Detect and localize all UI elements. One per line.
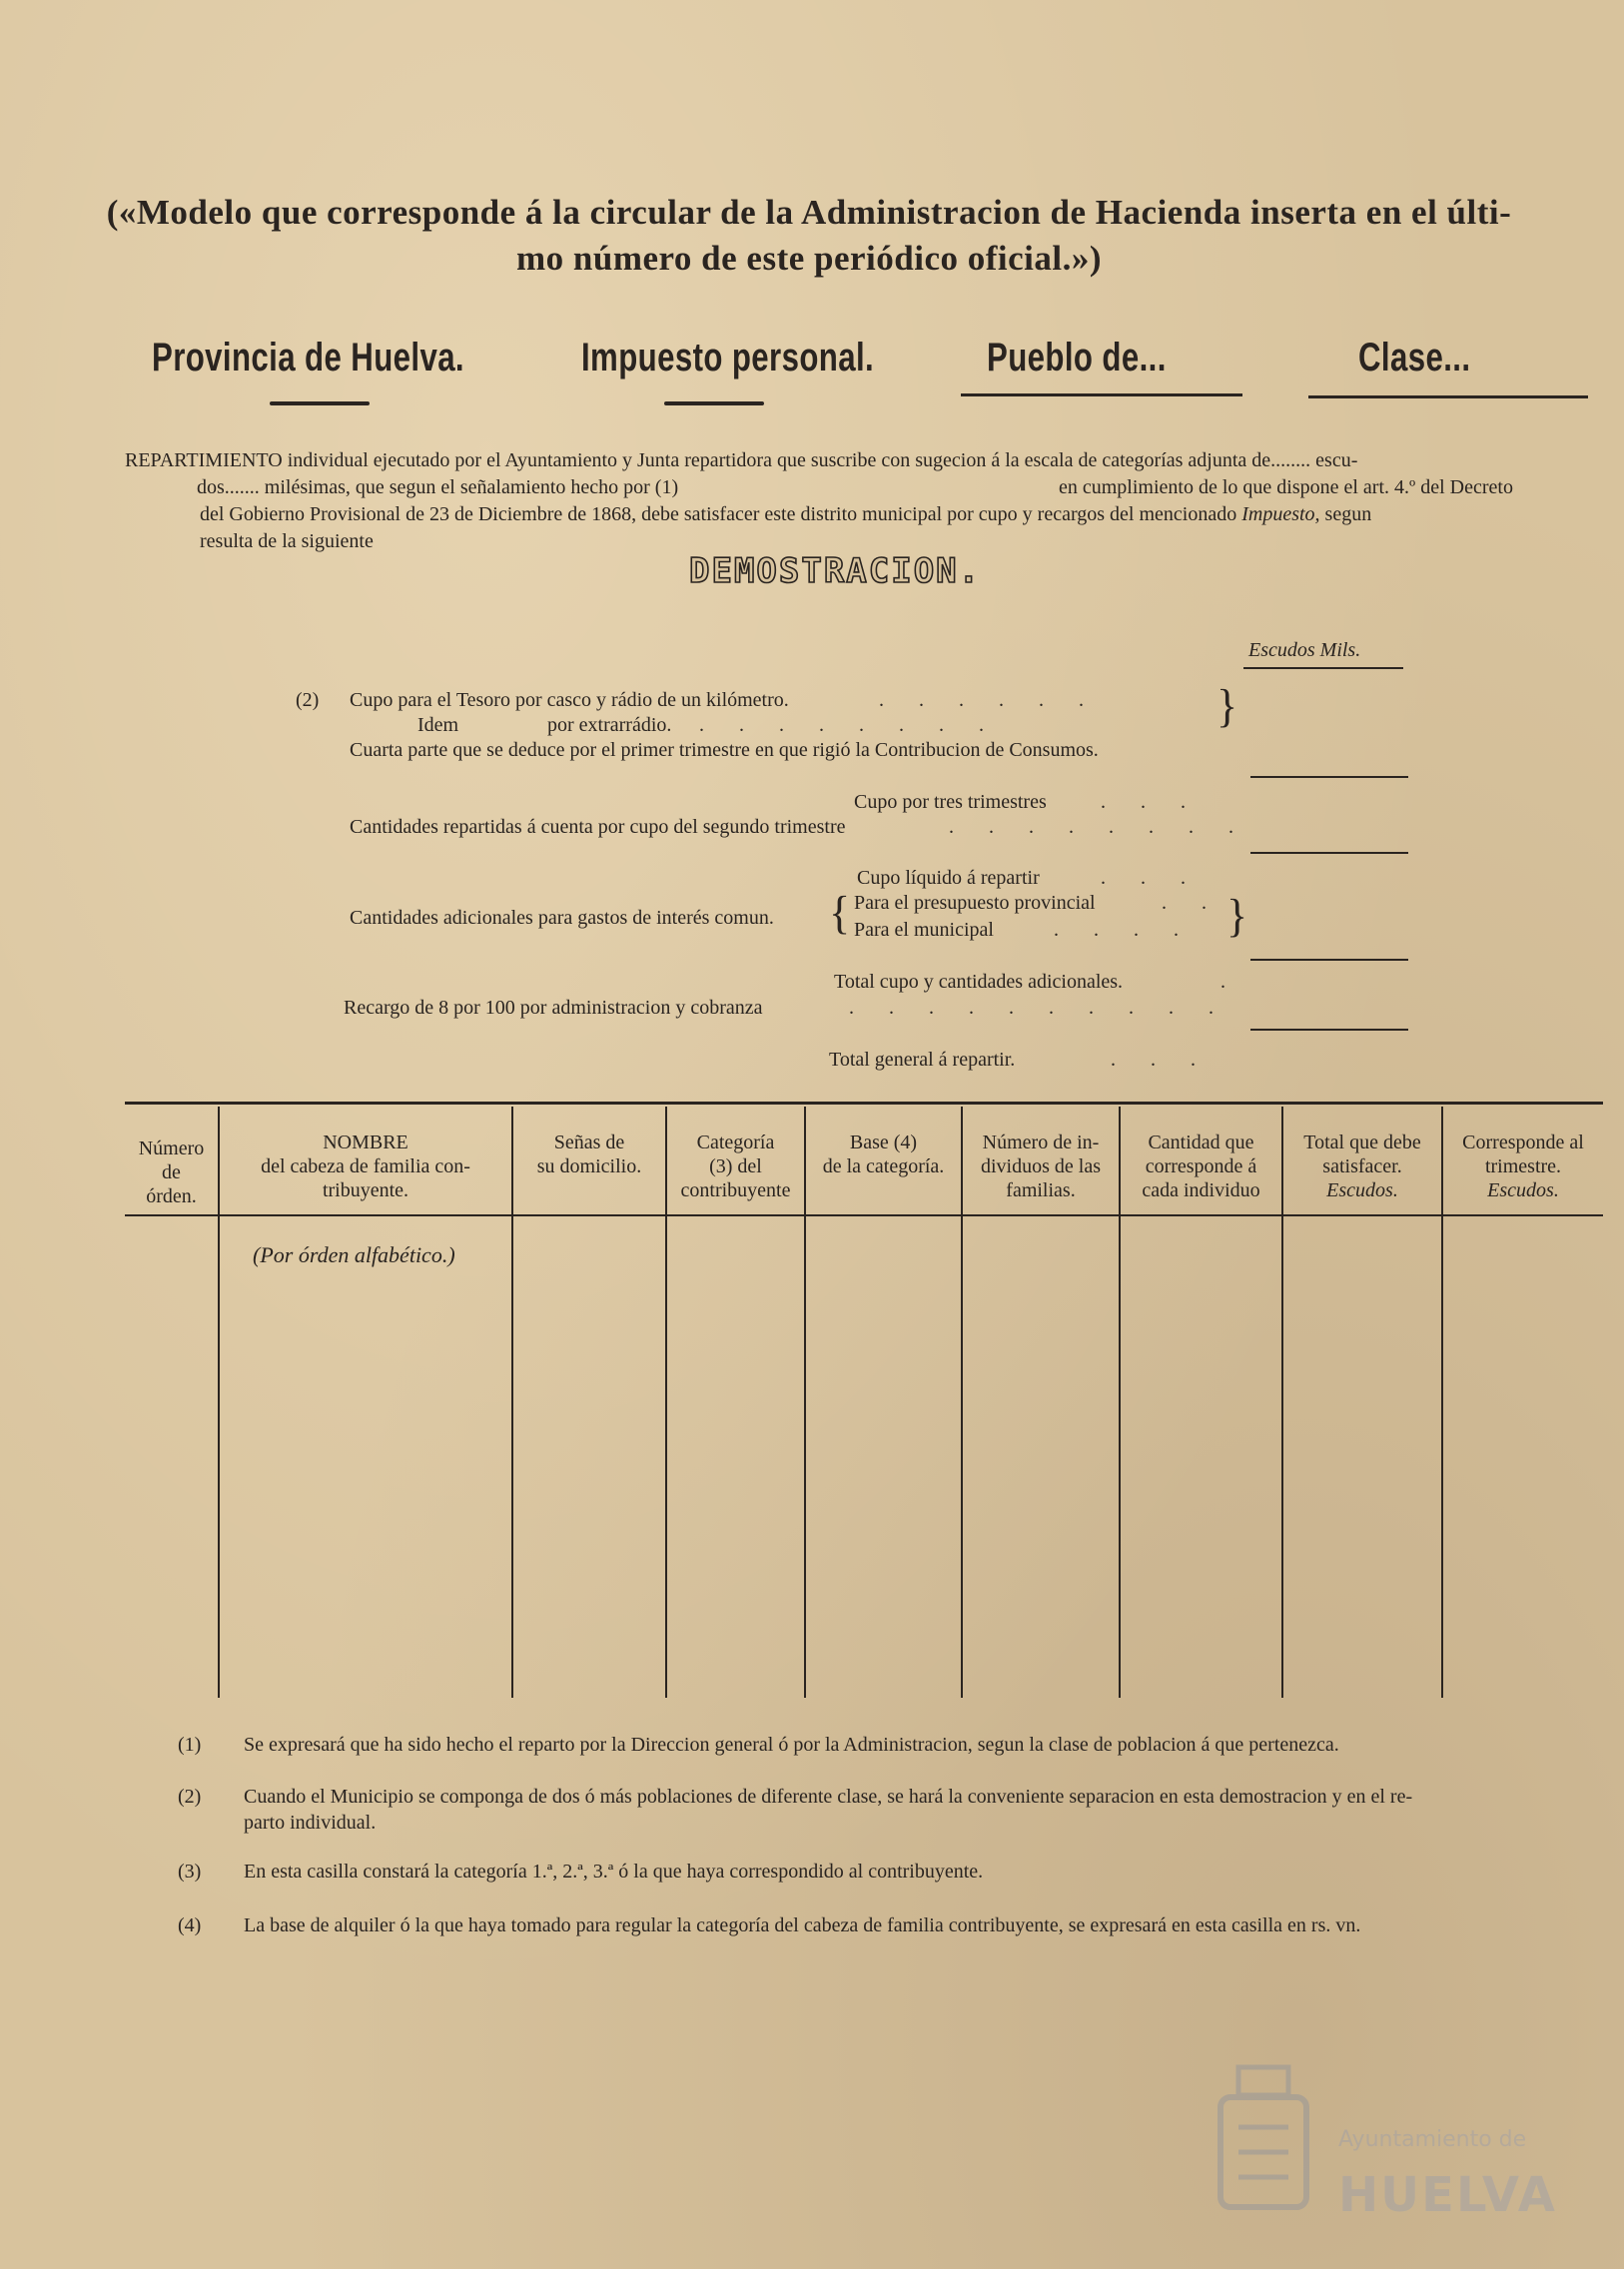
- header-text: Número de in-: [982, 1132, 1100, 1153]
- footnote-number: (2): [178, 1786, 202, 1808]
- header-text: Escudos.: [1326, 1179, 1398, 1201]
- title-impuesto: Impuesto personal.: [581, 336, 875, 379]
- ref-2: (2): [296, 689, 320, 711]
- footnote-text: En esta casilla constará la categoría 1.ª, 2.ª, 3.ª ó la que haya correspondido al contribuyente.: [244, 1861, 984, 1883]
- title-provincia: Provincia de Huelva.: [152, 336, 464, 379]
- brace: {: [829, 887, 851, 940]
- table-top-rule: [125, 1102, 1603, 1105]
- header-text: Categoría: [696, 1132, 775, 1153]
- total-cupo: Total cupo y cantidades adicionales.: [834, 971, 1124, 993]
- sum-rule: [1250, 852, 1408, 854]
- header-text: del cabeza de familia con-: [261, 1155, 470, 1177]
- header-text: corresponde á: [1145, 1155, 1257, 1177]
- leader-dots: . . .: [1101, 867, 1186, 889]
- column-divider: [804, 1107, 806, 1698]
- cupo-liquido: Cupo líquido á repartir: [857, 867, 1040, 889]
- demostracion-title: DEMOSTRACION.: [689, 551, 982, 591]
- leader-dots: .: [1220, 971, 1225, 993]
- header-text: dividuos de las: [981, 1155, 1101, 1177]
- column-header-base: [806, 1131, 961, 1178]
- footnote-number: (4): [178, 1914, 202, 1936]
- crest-icon: [1209, 2057, 1318, 2227]
- clase-underline: [1308, 395, 1588, 398]
- column-divider: [511, 1107, 513, 1698]
- para-municipal: Para el municipal: [854, 919, 994, 941]
- leader-dots: . . .: [1101, 791, 1186, 813]
- cupo-tres: Cupo por tres trimestres: [854, 791, 1047, 813]
- units-label: Escudos Mils.: [1248, 639, 1361, 661]
- rep-line-2b: en cumplimiento de lo que dispone el art. 4.º del Decreto: [1059, 476, 1513, 498]
- rep-line-3-text: del Gobierno Provisional de 23 de Diciembre de 1868, debe satisfacer este distrito municipal por cupo y recargos del mencionado: [200, 503, 1237, 525]
- header-text: Total que debe: [1303, 1132, 1421, 1153]
- seal-big-text: HUELVA: [1338, 2167, 1557, 2223]
- title-pueblo: Pueblo de...: [987, 336, 1167, 379]
- sum-rule: [1250, 1029, 1408, 1031]
- rep-line-3-end: segun: [1324, 503, 1372, 525]
- ornament-1: [270, 401, 370, 405]
- rep-line-1: REPARTIMIENTO individual ejecutado por el Ayuntamiento y Junta repartidora que suscribe con sugecion á la escala de categorías adjunta de........ escu-: [125, 449, 1358, 471]
- leader-dots: . .: [1162, 892, 1207, 914]
- header-text: Número: [138, 1137, 205, 1159]
- header-text: familias.: [1006, 1179, 1076, 1201]
- footnote-text: Cuando el Municipio se componga de dos ó más poblaciones de diferente clase, se hará la conveniente separacion en esta demostracion y en el re-: [244, 1786, 1413, 1808]
- header-text: Base (4): [849, 1132, 918, 1153]
- cupo-casco: Cupo para el Tesoro por casco y rádio de un kilómetro.: [350, 689, 789, 711]
- header-line-2: mo número de este periódico oficial.»): [515, 239, 1103, 278]
- leader-dots: . . . . . . . .: [949, 816, 1233, 838]
- header-text: Escudos.: [1487, 1179, 1559, 1201]
- seal-small-text: Ayuntamiento de: [1338, 2127, 1527, 2152]
- header-text: tribuyente.: [322, 1179, 409, 1201]
- recargo: Recargo de 8 por 100 por administracion y cobranza: [344, 997, 763, 1019]
- idem: Idem: [417, 714, 459, 736]
- rep-line-2a: dos....... milésimas, que segun el señalamiento hecho por (1): [197, 476, 679, 498]
- leader-dots: . . . . . . . .: [699, 714, 984, 736]
- column-header-trimestre: [1443, 1131, 1603, 1202]
- ayuntamiento-watermark: [1209, 2057, 1568, 2237]
- sum-rule: [1250, 959, 1408, 961]
- footnote-text: parto individual.: [244, 1812, 377, 1834]
- column-header-nombre: [220, 1131, 511, 1202]
- pueblo-underline: [961, 393, 1242, 396]
- header-text: órden.: [146, 1185, 197, 1207]
- header-text: NOMBRE: [323, 1132, 408, 1153]
- cuarta-parte: Cuarta parte que se deduce por el primer trimestre en que rigió la Contribucion de Consumos.: [350, 739, 1099, 761]
- total-general: Total general á repartir.: [829, 1049, 1016, 1071]
- leader-dots: . . . . . . . . . .: [849, 997, 1214, 1019]
- leader-dots: . . . . . .: [879, 689, 1084, 711]
- presupuesto-provincial: Para el presupuesto provincial: [854, 892, 1096, 914]
- units-rule: [1243, 667, 1403, 669]
- header: [90, 190, 1528, 282]
- header-text: su domicilio.: [536, 1155, 642, 1177]
- brace: }: [1226, 890, 1248, 943]
- leader-dots: . . .: [1111, 1049, 1196, 1071]
- footnote-number: (3): [178, 1861, 202, 1883]
- column-header-total: [1283, 1131, 1441, 1202]
- extrarradio: por extrarrádio.: [547, 714, 672, 736]
- footnote-text: Se expresará que ha sido hecho el reparto por la Direccion general ó por la Administracion, segun la clase de poblacion á que pertenezca.: [244, 1734, 1339, 1756]
- footnote-number: (1): [178, 1734, 202, 1756]
- rep-line-3-italic: Impuesto,: [1241, 503, 1320, 525]
- column-header-orden: [125, 1136, 218, 1208]
- rep-line-4: resulta de la siguiente: [200, 530, 374, 552]
- column-header-senas: [513, 1131, 665, 1178]
- sum-rule: [1250, 776, 1408, 778]
- leader-dots: . . . .: [1054, 919, 1179, 941]
- header-text: Cantidad que: [1148, 1132, 1254, 1153]
- header-text: Corresponde al: [1462, 1132, 1584, 1153]
- header-text: de: [162, 1161, 181, 1183]
- header-text: (3) del: [709, 1155, 762, 1177]
- footnote-text: La base de alquiler ó la que haya tomado para regular la categoría del cabeza de familia contribuyente, se expresará en esta casilla en rs. vn.: [244, 1914, 1361, 1936]
- header-line-1: («Modelo que corresponde á la circular de la Administracion de Hacienda inserta en el últi-: [106, 193, 1512, 232]
- brace: }: [1217, 680, 1238, 733]
- column-header-categoria: [667, 1131, 804, 1202]
- header-text: Señas de: [553, 1132, 625, 1153]
- ornament-2: [664, 401, 764, 405]
- column-header-individuos: [963, 1131, 1119, 1202]
- header-text: cada individuo: [1142, 1179, 1260, 1201]
- title-clase: Clase...: [1358, 336, 1471, 379]
- header-text: de la categoría.: [822, 1155, 945, 1177]
- cantidades-segundo: Cantidades repartidas á cuenta por cupo del segundo trimestre: [350, 816, 846, 838]
- header-text: trimestre.: [1484, 1155, 1562, 1177]
- column-header-cantidad: [1121, 1131, 1281, 1202]
- header-text: contribuyente: [680, 1179, 791, 1201]
- rep-line-3: [200, 501, 1371, 528]
- table-header-rule: [125, 1214, 1603, 1216]
- header-text: satisfacer.: [1322, 1155, 1402, 1177]
- adicionales: Cantidades adicionales para gastos de interés comun.: [350, 907, 774, 929]
- orden-alfabetico-note: (Por órden alfabético.): [253, 1242, 455, 1267]
